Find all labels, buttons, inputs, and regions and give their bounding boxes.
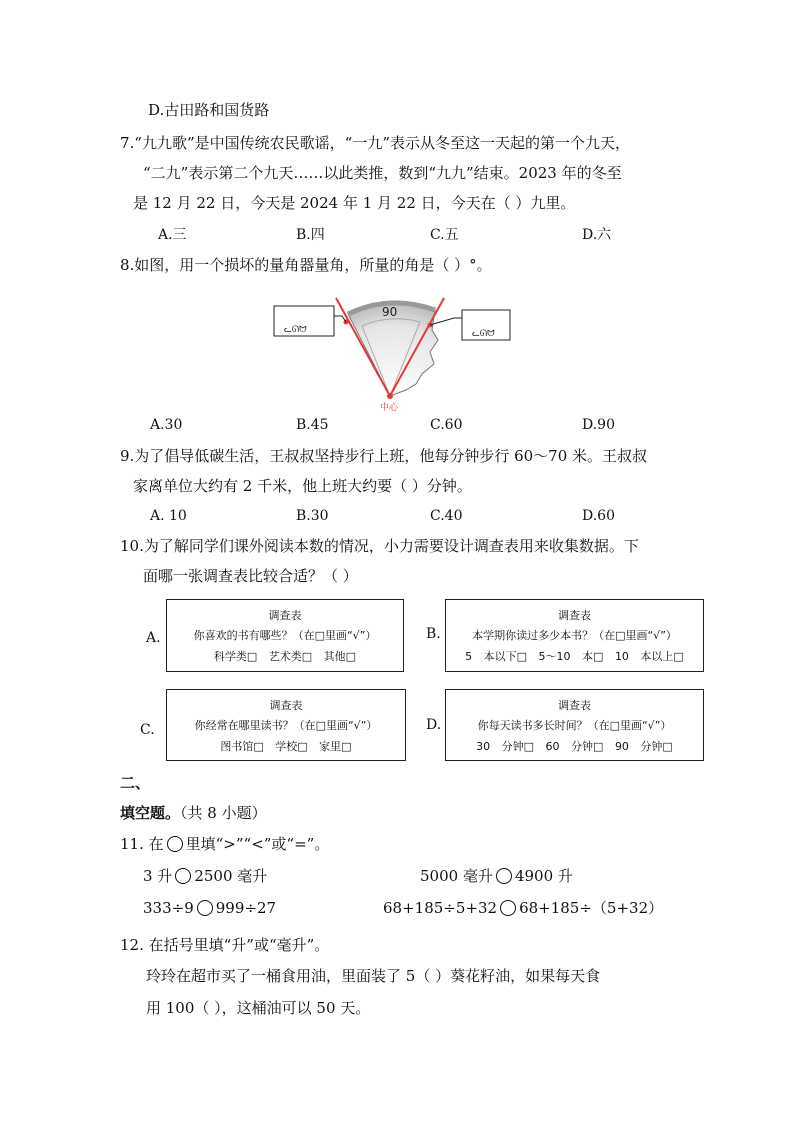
section-heading [120,803,267,823]
card-b-title: 调查表 [558,609,591,622]
comparison-circle-icon [167,836,183,852]
protractor-figure [270,292,520,414]
card-b-question: 本学期你读过多少本书？（在□里画“√”） [472,629,677,642]
protractor-center-label: 中心 [380,403,399,413]
q7-option-d: D.六 [582,227,612,243]
q8-option-d: D.90 [582,417,615,433]
q11-item-4 [383,898,663,918]
q7-line2: “二九”表示第二个九天……以此类推，数到“九九”结束。2023 年的冬至 [143,164,622,182]
card-a-title: 调查表 [268,609,302,622]
q10-line1: 10.为了解同学们课外阅读本数的情况，小力需要设计调查表用来收集数据。下 [120,537,639,555]
protractor-90-mark: 90 [382,305,398,319]
left-callout-label: ᓚᘏᗢ [284,325,307,335]
q9-option-d: D.60 [582,508,615,524]
q9-line1: 9.为了倡导低碳生活，王叔叔坚持步行上班，他每分钟步行 60～70 米。王叔叔 [120,447,648,465]
answer-circle[interactable] [500,900,516,916]
q11-item-4-left: 68+185÷5+32 [383,899,498,917]
q12-line1: 玲玲在超市买了一桶食用油，里面装了 5（ ）葵花籽油，如果每天食 [146,967,601,985]
card-a-question: 你喜欢的书有哪些？（在□里画“√”） [193,629,377,642]
q8-option-b: B.45 [296,417,329,433]
q11-item-3 [143,898,276,918]
q11-item-2-left: 5000 毫升 [420,867,493,885]
q11-stem-b: 里填“>”“<”或“=”。 [185,835,330,853]
q9-option-a: A. 10 [150,508,187,524]
card-b-letter: B. [426,626,441,642]
card-d-choices: 30 分钟□ 60 分钟□ 90 分钟□ [476,740,673,753]
section-number: 二、 [120,774,151,792]
survey-card-a [166,599,404,672]
card-a-letter: A. [146,630,161,646]
q9-option-c: C.40 [430,508,463,524]
q11-item-3-right: 999÷27 [215,899,277,917]
answer-circle[interactable] [496,868,512,884]
card-d-letter: D. [426,717,442,733]
right-callout-label: ᓚᘏᗢ [472,329,495,339]
answer-circle[interactable] [175,868,191,884]
q7-line3: 是 12 月 22 日，今天是 2024 年 1 月 22 日，今天在（ ）九里。 [133,194,576,212]
card-c-letter: C. [140,722,155,738]
q12-stem: 12. 在括号里填“升”或“毫升”。 [120,936,330,954]
card-c-choices: 图书馆□ 学校□ 家里□ [220,740,352,753]
q11-item-1-left: 3 升 [143,867,173,885]
q7-option-a: A.三 [158,227,187,243]
survey-card-c [166,689,406,761]
q11-item-4-right: 68+185÷（5+32） [519,899,664,917]
q11-item-1 [143,866,267,886]
protractor-center-dot [387,393,393,399]
q11-item-1-right: 2500 毫升 [194,867,268,885]
q11-stem-a: 11. 在 [120,835,164,853]
card-b-choices: 5 本以下□ 5～10 本□ 10 本以上□ [465,650,684,663]
right-callout-pointer [430,318,462,325]
q6-option-d: D.古田路和国货路 [148,101,270,119]
card-d-title: 调查表 [558,699,591,712]
q11-item-2 [420,866,573,886]
q11-item-3-left: 333÷9 [143,899,194,917]
q7-option-b: B.四 [296,227,325,243]
q9-line2: 家离单位大约有 2 千米，他上班大约要（ ）分钟。 [133,477,472,495]
q8-option-c: C.60 [430,417,463,433]
q10-line2: 面哪一张调查表比较合适？（ ） [143,567,358,585]
survey-card-b [445,599,704,672]
card-a-choices: 科学类□ 艺术类□ 其他□ [213,650,357,663]
q9-option-b: B.30 [296,508,329,524]
q11-item-2-right: 4900 升 [514,867,573,885]
q8-option-a: A.30 [150,417,183,433]
card-c-question: 你经常在哪里读书？（在□里画“√”） [194,719,378,732]
section-title: 填空题。 [120,804,181,822]
answer-circle[interactable] [197,900,213,916]
q7-option-c: C.五 [430,227,459,243]
q12-line2: 用 100（ ），这桶油可以 50 天。 [146,999,371,1017]
card-d-question: 你每天读书多长时间？（在□里画“√”） [477,719,672,732]
q7-line1: 7.“九九歌”是中国传统农民歌谣，“一九”表示从冬至这一天起的第一个九天， [120,134,630,152]
q11-stem [120,834,329,854]
survey-card-d [445,689,704,761]
q8-stem: 8.如图，用一个损坏的量角器量角，所量的角是（ ）°。 [120,256,492,274]
section-count: （共 8 小题） [180,804,267,822]
card-c-title: 调查表 [269,699,303,712]
